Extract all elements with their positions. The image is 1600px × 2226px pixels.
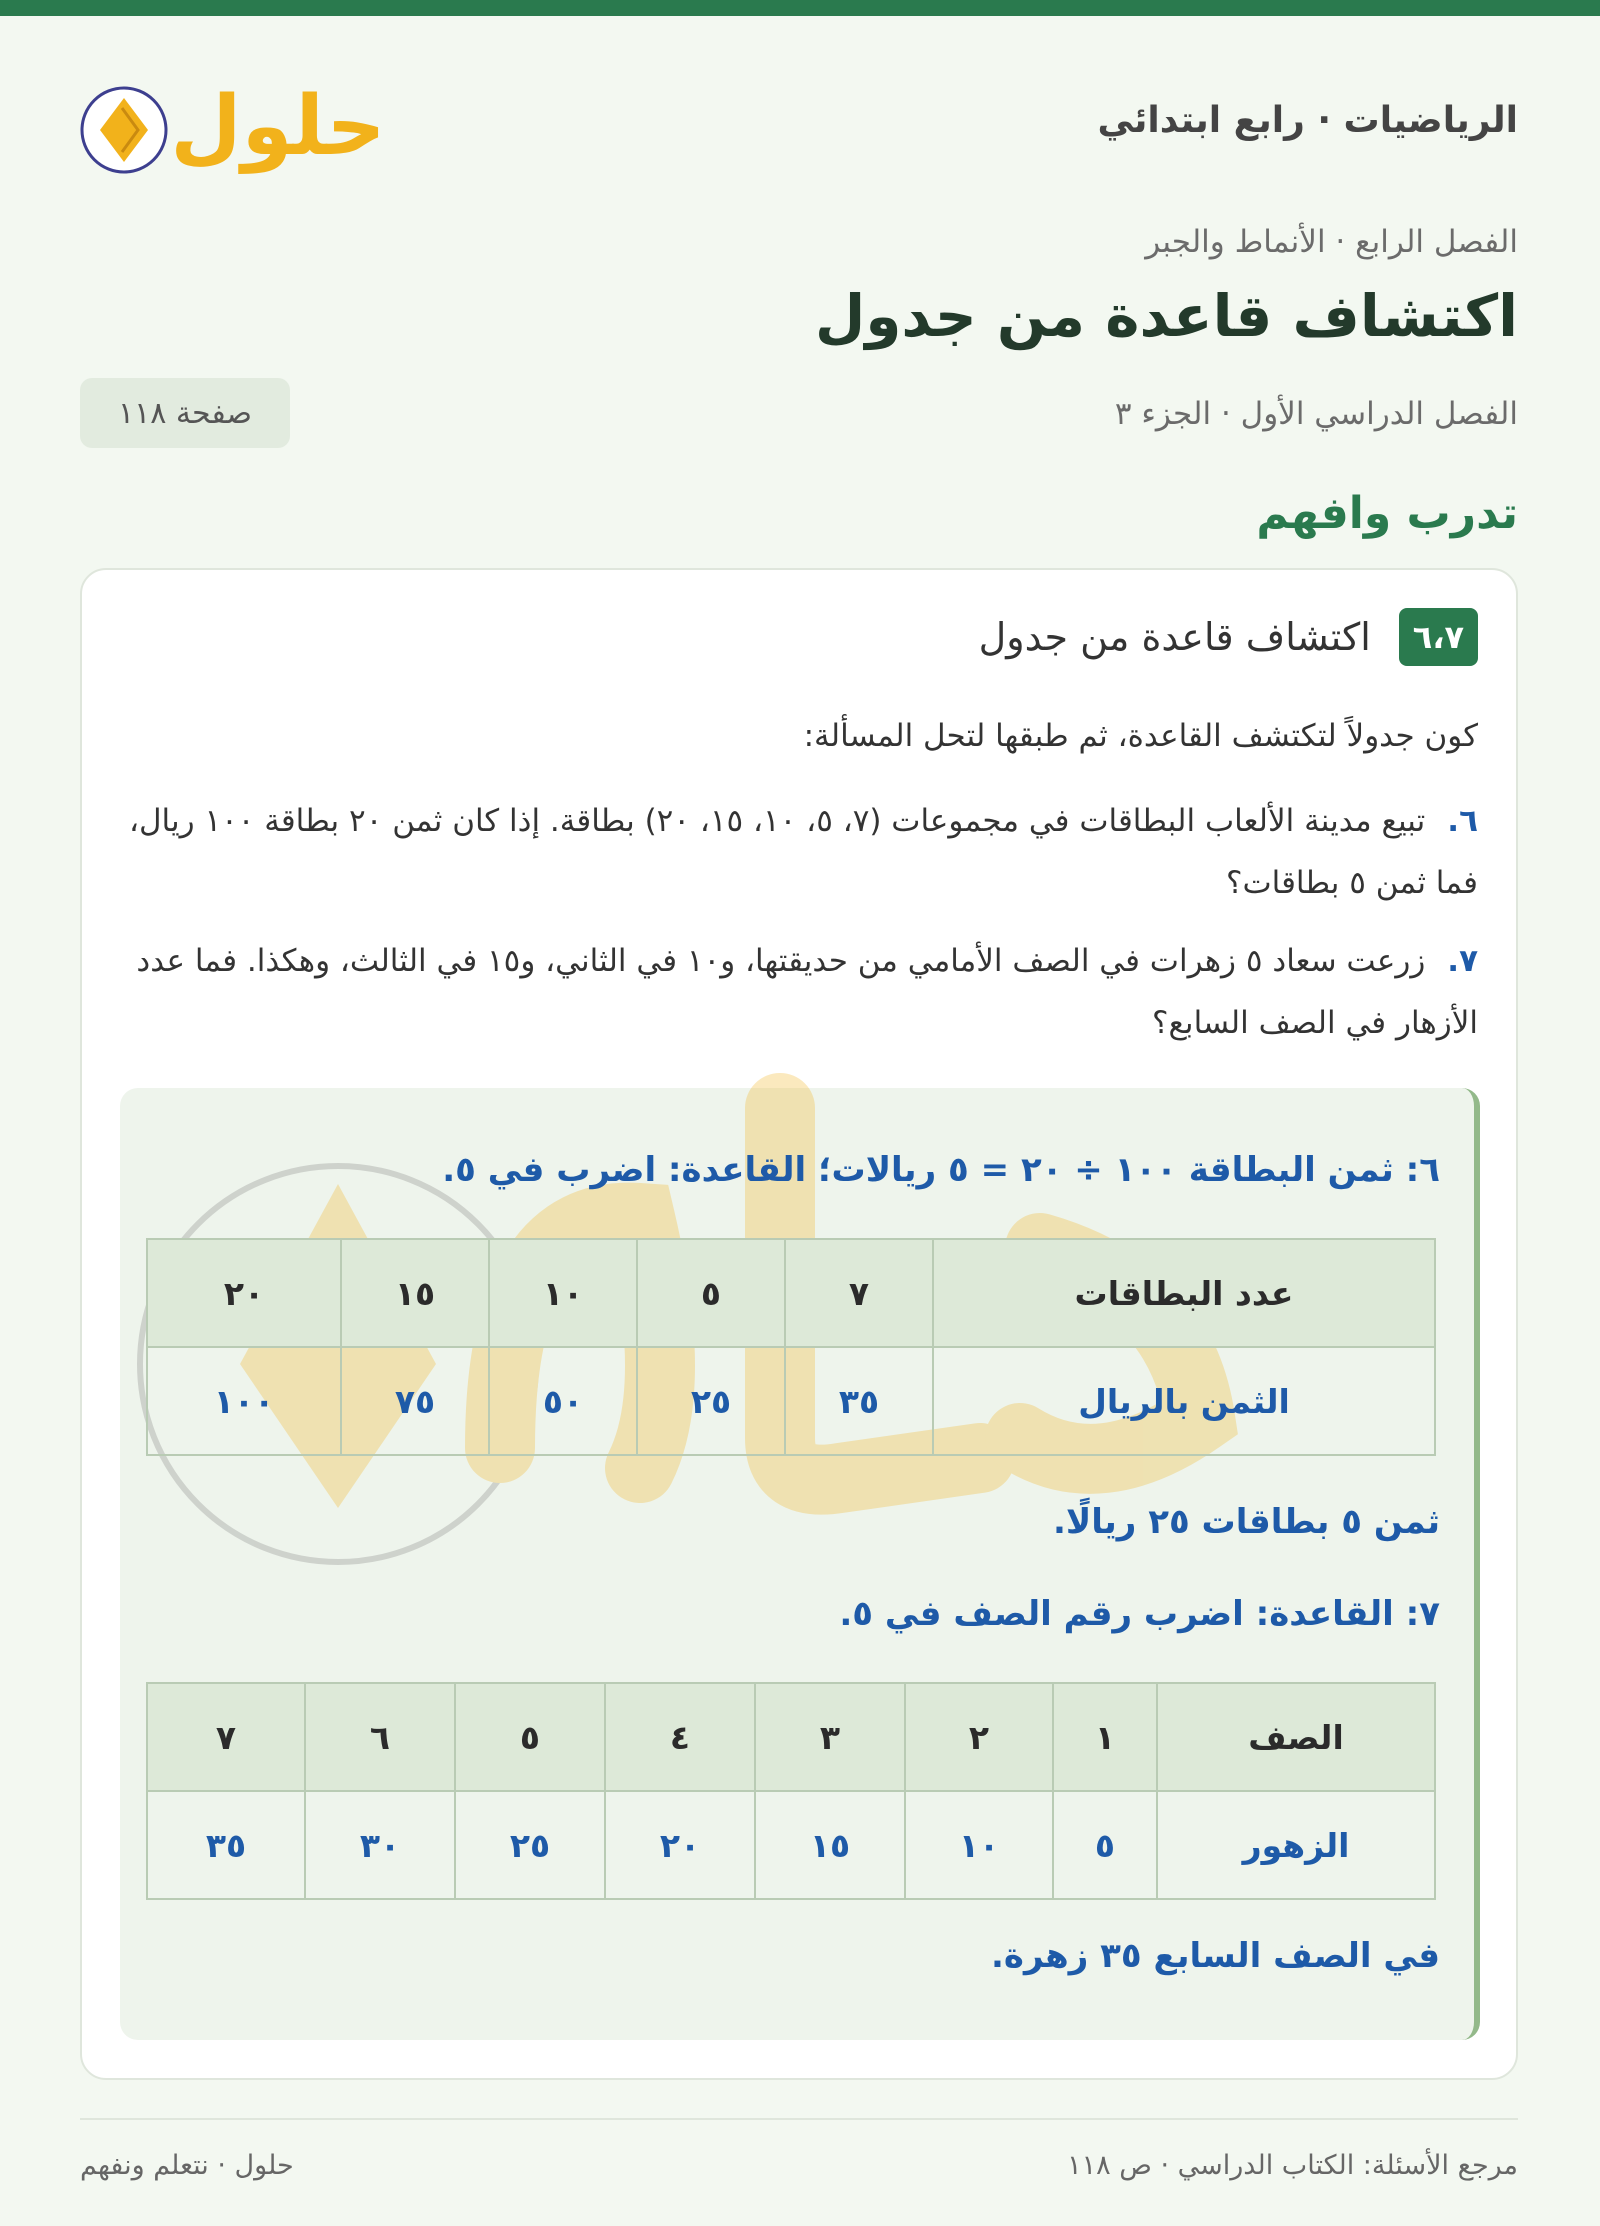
- table-cell: ٢٥: [637, 1347, 785, 1455]
- table-cell: ١٠: [905, 1791, 1053, 1899]
- footer-reference: مرجع الأسئلة: الكتاب الدراسي · ص ١١٨: [1067, 2150, 1518, 2181]
- table-cell: ٣٥: [147, 1791, 305, 1899]
- table-row-label: عدد البطاقات: [933, 1239, 1435, 1347]
- table-cell: ١٥: [755, 1791, 905, 1899]
- table-cell: ٢٠: [605, 1791, 755, 1899]
- table-row-label: الثمن بالريال: [933, 1347, 1435, 1455]
- table-cell: ٣٠: [305, 1791, 455, 1899]
- table-row: [147, 1347, 1435, 1455]
- question-text: تبيع مدينة الألعاب البطاقات في مجموعات (٧، ٥، ١٠، ١٥، ٢٠) بطاقة. إذا كان ثمن ٢٠ بطاقة ١٠٠ ريال، فما ثمن ٥ بطاقات؟: [129, 803, 1478, 901]
- table-cell: ٥: [637, 1239, 785, 1347]
- logo-wordmark: حلول: [170, 79, 386, 174]
- table-row-label: الصف: [1157, 1683, 1435, 1791]
- footer-brand: حلول · نتعلم ونفهم: [80, 2150, 294, 2181]
- answer-6-result: ثمن ٥ بطاقات ٢٥ ريالًا.: [1053, 1502, 1440, 1542]
- table-cell: ١: [1053, 1683, 1157, 1791]
- rows-flowers-table: [146, 1682, 1436, 1900]
- lesson-number-badge: ٦،٧: [1399, 608, 1478, 666]
- question-7: [98, 930, 1478, 1054]
- instruction-text: كون جدولاً لتكتشف القاعدة، ثم طبقها لتحل المسألة:: [803, 718, 1478, 754]
- table-header-row: [147, 1239, 1435, 1347]
- term-label: الفصل الدراسي الأول · الجزء ٣: [1114, 396, 1518, 432]
- lesson-line: [979, 608, 1478, 666]
- section-heading: تدرب وافهم: [1256, 488, 1518, 539]
- answer-6-rule: ٦: ثمن البطاقة ١٠٠ ÷ ٢٠ = ٥ ريالات؛ القاعدة: اضرب في ٥.: [442, 1150, 1440, 1190]
- question-text: زرعت سعاد ٥ زهرات في الصف الأمامي من حديقتها، و١٠ في الثاني، و١٥ في الثالث، وهكذا. فما عدد الأزهار في الصف السابع؟: [136, 943, 1478, 1041]
- table-row-label: الزهور: [1157, 1791, 1435, 1899]
- table-cell: ٧: [147, 1683, 305, 1791]
- table-cell: ١٠٠: [147, 1347, 341, 1455]
- page-number-badge: صفحة ١١٨: [80, 378, 290, 448]
- table-cell: ٣٥: [785, 1347, 933, 1455]
- footer-divider: [80, 2118, 1518, 2120]
- table-cell: ١٥: [341, 1239, 489, 1347]
- cards-price-table: [146, 1238, 1436, 1456]
- table-cell: ١٠: [489, 1239, 637, 1347]
- table-header-row: [147, 1683, 1435, 1791]
- table-row: [147, 1791, 1435, 1899]
- table-cell: ٧: [785, 1239, 933, 1347]
- chapter-label: الفصل الرابع · الأنماط والجبر: [1145, 224, 1518, 260]
- lesson-name: اكتشاف قاعدة من جدول: [978, 615, 1371, 659]
- table-cell: ٥: [455, 1683, 605, 1791]
- table-cell: ٧٥: [341, 1347, 489, 1455]
- hulul-logo[interactable]: [78, 62, 386, 182]
- top-accent-bar: [0, 0, 1600, 16]
- table-cell: ٥٠: [489, 1347, 637, 1455]
- question-number: ٧.: [1447, 943, 1478, 979]
- table-cell: ٢٠: [147, 1239, 341, 1347]
- answer-7-result: في الصف السابع ٣٥ زهرة.: [990, 1936, 1440, 1976]
- question-6: [98, 790, 1478, 914]
- page-title: اكتشاف قاعدة من جدول: [815, 282, 1518, 350]
- exercise-card: [80, 568, 1518, 2080]
- table-cell: ٣: [755, 1683, 905, 1791]
- table-cell: ٦: [305, 1683, 455, 1791]
- table-cell: ٢٥: [455, 1791, 605, 1899]
- question-number: ٦.: [1447, 803, 1478, 839]
- answer-7-rule: ٧: القاعدة: اضرب رقم الصف في ٥.: [839, 1594, 1440, 1634]
- table-cell: ٢: [905, 1683, 1053, 1791]
- subject-label: الرياضيات · رابع ابتدائي: [1097, 100, 1518, 141]
- answer-box: [120, 1088, 1480, 2040]
- table-cell: ٥: [1053, 1791, 1157, 1899]
- table-cell: ٤: [605, 1683, 755, 1791]
